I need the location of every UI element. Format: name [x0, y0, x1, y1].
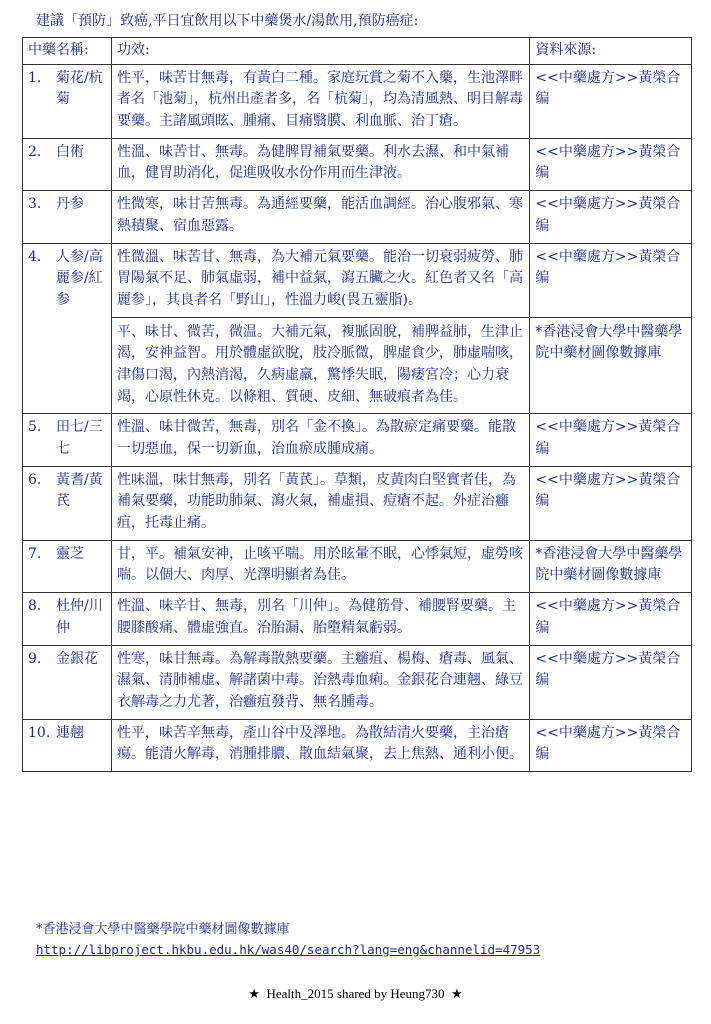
herb-source: <<中藥處方>>黃榮合编 [530, 64, 692, 138]
herb-name: 靈芝 [56, 545, 84, 562]
herb-source: <<中藥處方>>黃榮合编 [530, 466, 692, 540]
row-number: 6. [28, 471, 42, 488]
table-row [23, 466, 692, 540]
table-row [23, 317, 692, 414]
table-header-row [23, 38, 692, 65]
herb-name: 人参/高麗参/紅参 [56, 248, 103, 308]
herb-effect: 甘，平。補氣安神，止咳平喘。用於眩暈不眠，心悸氣短，虛勞咳喘。以個大、肉厚、光澤明顯者為佳。 [112, 540, 530, 592]
herb-source: <<中藥處方>>黃榮合编 [530, 138, 692, 190]
herb-name: 白術 [56, 143, 84, 160]
header-source: 資料來源: [530, 38, 692, 65]
herb-effect: 性寒，味甘無毒。為解毒散熱要藥。主癰疽、楊梅、瘡毒、風氣、濕氣、清肺補虛、解諸菌中毒。治熱毒血痢。金銀花合連翹、綠豆衣解毒之力尤著，治癰疽發背、無名腫毒。 [112, 645, 530, 719]
row-number: 4. [28, 248, 42, 265]
herb-name-cell [23, 645, 112, 719]
intro-text: 建議「預防」致癌,平日宜飲用以下中藥煲水/湯飲用,預防癌症: [36, 13, 419, 29]
herb-effect: 性平，味苦辛無毒，產山谷中及澤地。為散結清火要藥，主治瘡瘍。能清火解毒，消腫排膿、散血結氣聚，去上焦熱、通利小便。 [112, 719, 530, 771]
herb-source: <<中藥處方>>黃榮合编 [530, 243, 692, 317]
row-number: 5. [28, 419, 42, 436]
herb-name-cell [23, 191, 112, 243]
table-row [23, 191, 692, 243]
table-row [23, 593, 692, 645]
herb-source: *香港浸會大學中醫藥學院中藥材圖像數據庫 [530, 540, 692, 592]
table-row [23, 540, 692, 592]
row-number: 7. [28, 545, 42, 562]
row-number: 10. [28, 724, 51, 741]
herb-name: 田七/三七 [56, 419, 103, 457]
herb-name-cell [23, 466, 112, 540]
herb-name: 黃耆/黃芪 [56, 471, 103, 510]
star-icon: ★ [451, 986, 463, 1001]
herb-name-cell [23, 414, 112, 466]
herb-effect: 性平，味苦甘無毒，有黃白二種。家庭玩賞之菊不入藥，生池澤畔者名「池菊」，杭州出產者多，名「杭菊」，均為清風熱、明目解毒要藥。主諸風頭眩、腫痛、目痛翳膜、利血脈、治丁瘡。 [112, 64, 530, 138]
table-row [23, 414, 692, 466]
herb-name: 連翹 [56, 724, 84, 741]
herb-source: <<中藥處方>>黃榮合编 [530, 191, 692, 243]
herb-source: <<中藥處方>>黃榮合编 [530, 414, 692, 466]
herb-source: *香港浸會大學中醫藥學院中藥材圖像數據庫 [530, 317, 692, 414]
herb-effect: 性味溫，味甘無毒，別名「黃芪」。草類，皮黃肉白堅實者佳，為補氣要藥，功能助肺氣、瀉火氣，補虛損、痘瘡不起。外症治癰疽，托毒止痛。 [112, 466, 530, 540]
herb-table [22, 37, 692, 772]
row-number: 8. [28, 598, 42, 615]
herb-source: <<中藥處方>>黃榮合编 [530, 719, 692, 771]
table-row [23, 64, 692, 138]
herb-effect: 性溫、味辛甘、無毒，別名「川仲」。為健筋骨、補腰腎要藥。主腰膝酸痛、體虛強直。治胎漏、胎墮精氣虧弱。 [112, 593, 530, 645]
footnote: *香港浸會大學中醫藥學院中藥材圖像數據庫 [36, 922, 290, 937]
herb-name-cell [23, 64, 112, 138]
herb-name-cell [23, 719, 112, 771]
table-row [23, 243, 692, 317]
herb-effect: 性溫、味甘微苦，無毒，別名「金不換」。為散瘀定痛要藥。能散一切惡血，保一切新血，治血瘀成腫成痛。 [112, 414, 530, 466]
footer-text: Health_2015 shared by Heung730 [266, 986, 445, 1001]
table-row [23, 645, 692, 719]
herb-name-cell [23, 540, 112, 592]
herb-name: 菊花/杭菊 [56, 69, 103, 108]
herb-effect: 性微寒，味甘苦無毒。為通經要藥，能活血調經。治心腹邪氣、寒熱積聚、宿血惡露。 [112, 191, 530, 243]
database-link[interactable]: http://libproject.hkbu.edu.hk/was40/search?lang=eng&channelid=47953 [36, 942, 541, 957]
herb-effect: 平、味甘、微苦，微温。大補元氣，複脈固脫，補脾益肺，生津止渴，安神益智。用於體虛欲脫，肢冷脈微，脾虛食少，肺虛喘咳，津傷口渴，內熱消渴，久病虛羸，驚悸失眠，陽痿宮冷；心力衰竭，心原性休克。以條粗、質硬、皮細、無破痕者為佳。 [112, 317, 530, 414]
header-name: 中藥名稱: [23, 38, 112, 65]
herb-effect: 性溫、味苦甘、無毒。為健脾胃補氣要藥。利水去濕、和中氣補血，健胃助消化，促進吸收水份作用而生津液。 [112, 138, 530, 190]
star-icon: ★ [248, 986, 260, 1001]
herb-source: <<中藥處方>>黃榮合编 [530, 645, 692, 719]
table-row [23, 719, 692, 771]
header-effect: 功效: [112, 38, 530, 65]
table-row [23, 138, 692, 190]
herb-name: 丹参 [56, 196, 84, 213]
page-footer [0, 986, 711, 1002]
herb-name: 杜仲/川仲 [56, 598, 103, 636]
herb-effect: 性微溫、味苦甘、無毒，為大補元氣要藥。能治一切衰弱疲勞、肺胃陽氣不足、肺氣虛弱，補中益氣，瀉五臟之火。紅色者又名「高麗参」，其良者名「野山」，性溫力峻(畏五靈脂)。 [112, 243, 530, 317]
row-number: 2. [28, 143, 42, 160]
row-number: 3. [28, 196, 42, 213]
herb-name-cell [23, 593, 112, 645]
herb-name-cell [23, 138, 112, 190]
herb-name-cell [23, 243, 112, 414]
row-number: 1. [28, 69, 42, 86]
row-number: 9. [28, 650, 42, 667]
herb-source: <<中藥處方>>黃榮合编 [530, 593, 692, 645]
herb-name: 金銀花 [56, 650, 98, 667]
